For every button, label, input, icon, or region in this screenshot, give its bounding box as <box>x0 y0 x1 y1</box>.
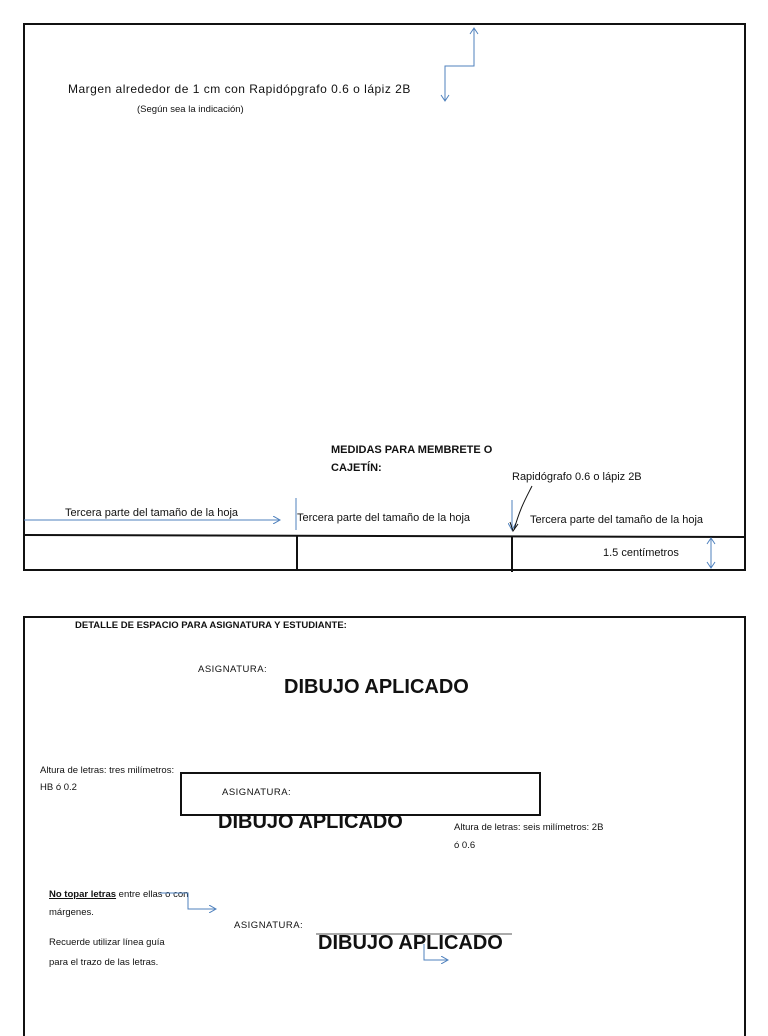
subject-label-3: ASIGNATURA: <box>234 920 304 931</box>
height-large-line2: ó 0.6 <box>454 840 476 851</box>
height-note: 1.5 centímetros <box>603 547 679 559</box>
no-touch-rest: entre ellas o con <box>116 889 189 900</box>
no-touch-line2: márgenes. <box>49 907 94 918</box>
height-small-line2: HB ó 0.2 <box>40 782 77 793</box>
detail-title: DETALLE DE ESPACIO PARA ASIGNATURA Y ESTUDIANTE: <box>75 620 347 631</box>
subject-label-2: ASIGNATURA: <box>222 787 292 798</box>
subject-value-3: DIBUJO APLICADO <box>318 932 503 954</box>
margin-step-arrow <box>445 28 474 101</box>
third-label-3: Tercera parte del tamaño de la hoja <box>530 514 704 526</box>
title-block-top-line <box>24 535 745 537</box>
subject-label-1: ASIGNATURA: <box>198 664 268 675</box>
height-large-line1: Altura de letras: seis milímetros: 2B <box>454 822 604 833</box>
rapidografo-pointer <box>514 486 532 530</box>
rapidografo-note: Rapidógrafo 0.6 o lápiz 2B <box>512 471 642 483</box>
margin-note: Margen alrededor de 1 cm con Rapidópgrafo 0.6 o lápiz 2B <box>68 82 411 96</box>
third-label-1: Tercera parte del tamaño de la hoja <box>65 507 239 519</box>
margin-subnote: (Según sea la indicación) <box>137 104 244 115</box>
subject-value-2: DIBUJO APLICADO <box>218 811 403 833</box>
no-touch-emphasis: No topar letras <box>49 889 117 900</box>
guide-line2: para el trazo de las letras. <box>49 957 159 968</box>
guide-line1: Recuerde utilizar línea guía <box>49 937 165 948</box>
height-small-line1: Altura de letras: tres milímetros: <box>40 765 175 776</box>
third-label-2: Tercera parte del tamaño de la hoja <box>297 512 471 524</box>
guide-arrow <box>424 944 448 960</box>
subject-value-1: DIBUJO APLICADO <box>284 676 469 698</box>
no-touch-arrow <box>160 893 216 909</box>
membrete-title-line2: CAJETÍN: <box>331 462 382 474</box>
membrete-title-line1: MEDIDAS PARA MEMBRETE O <box>331 444 493 456</box>
rapidografo-pointer-head-icon <box>510 522 518 531</box>
